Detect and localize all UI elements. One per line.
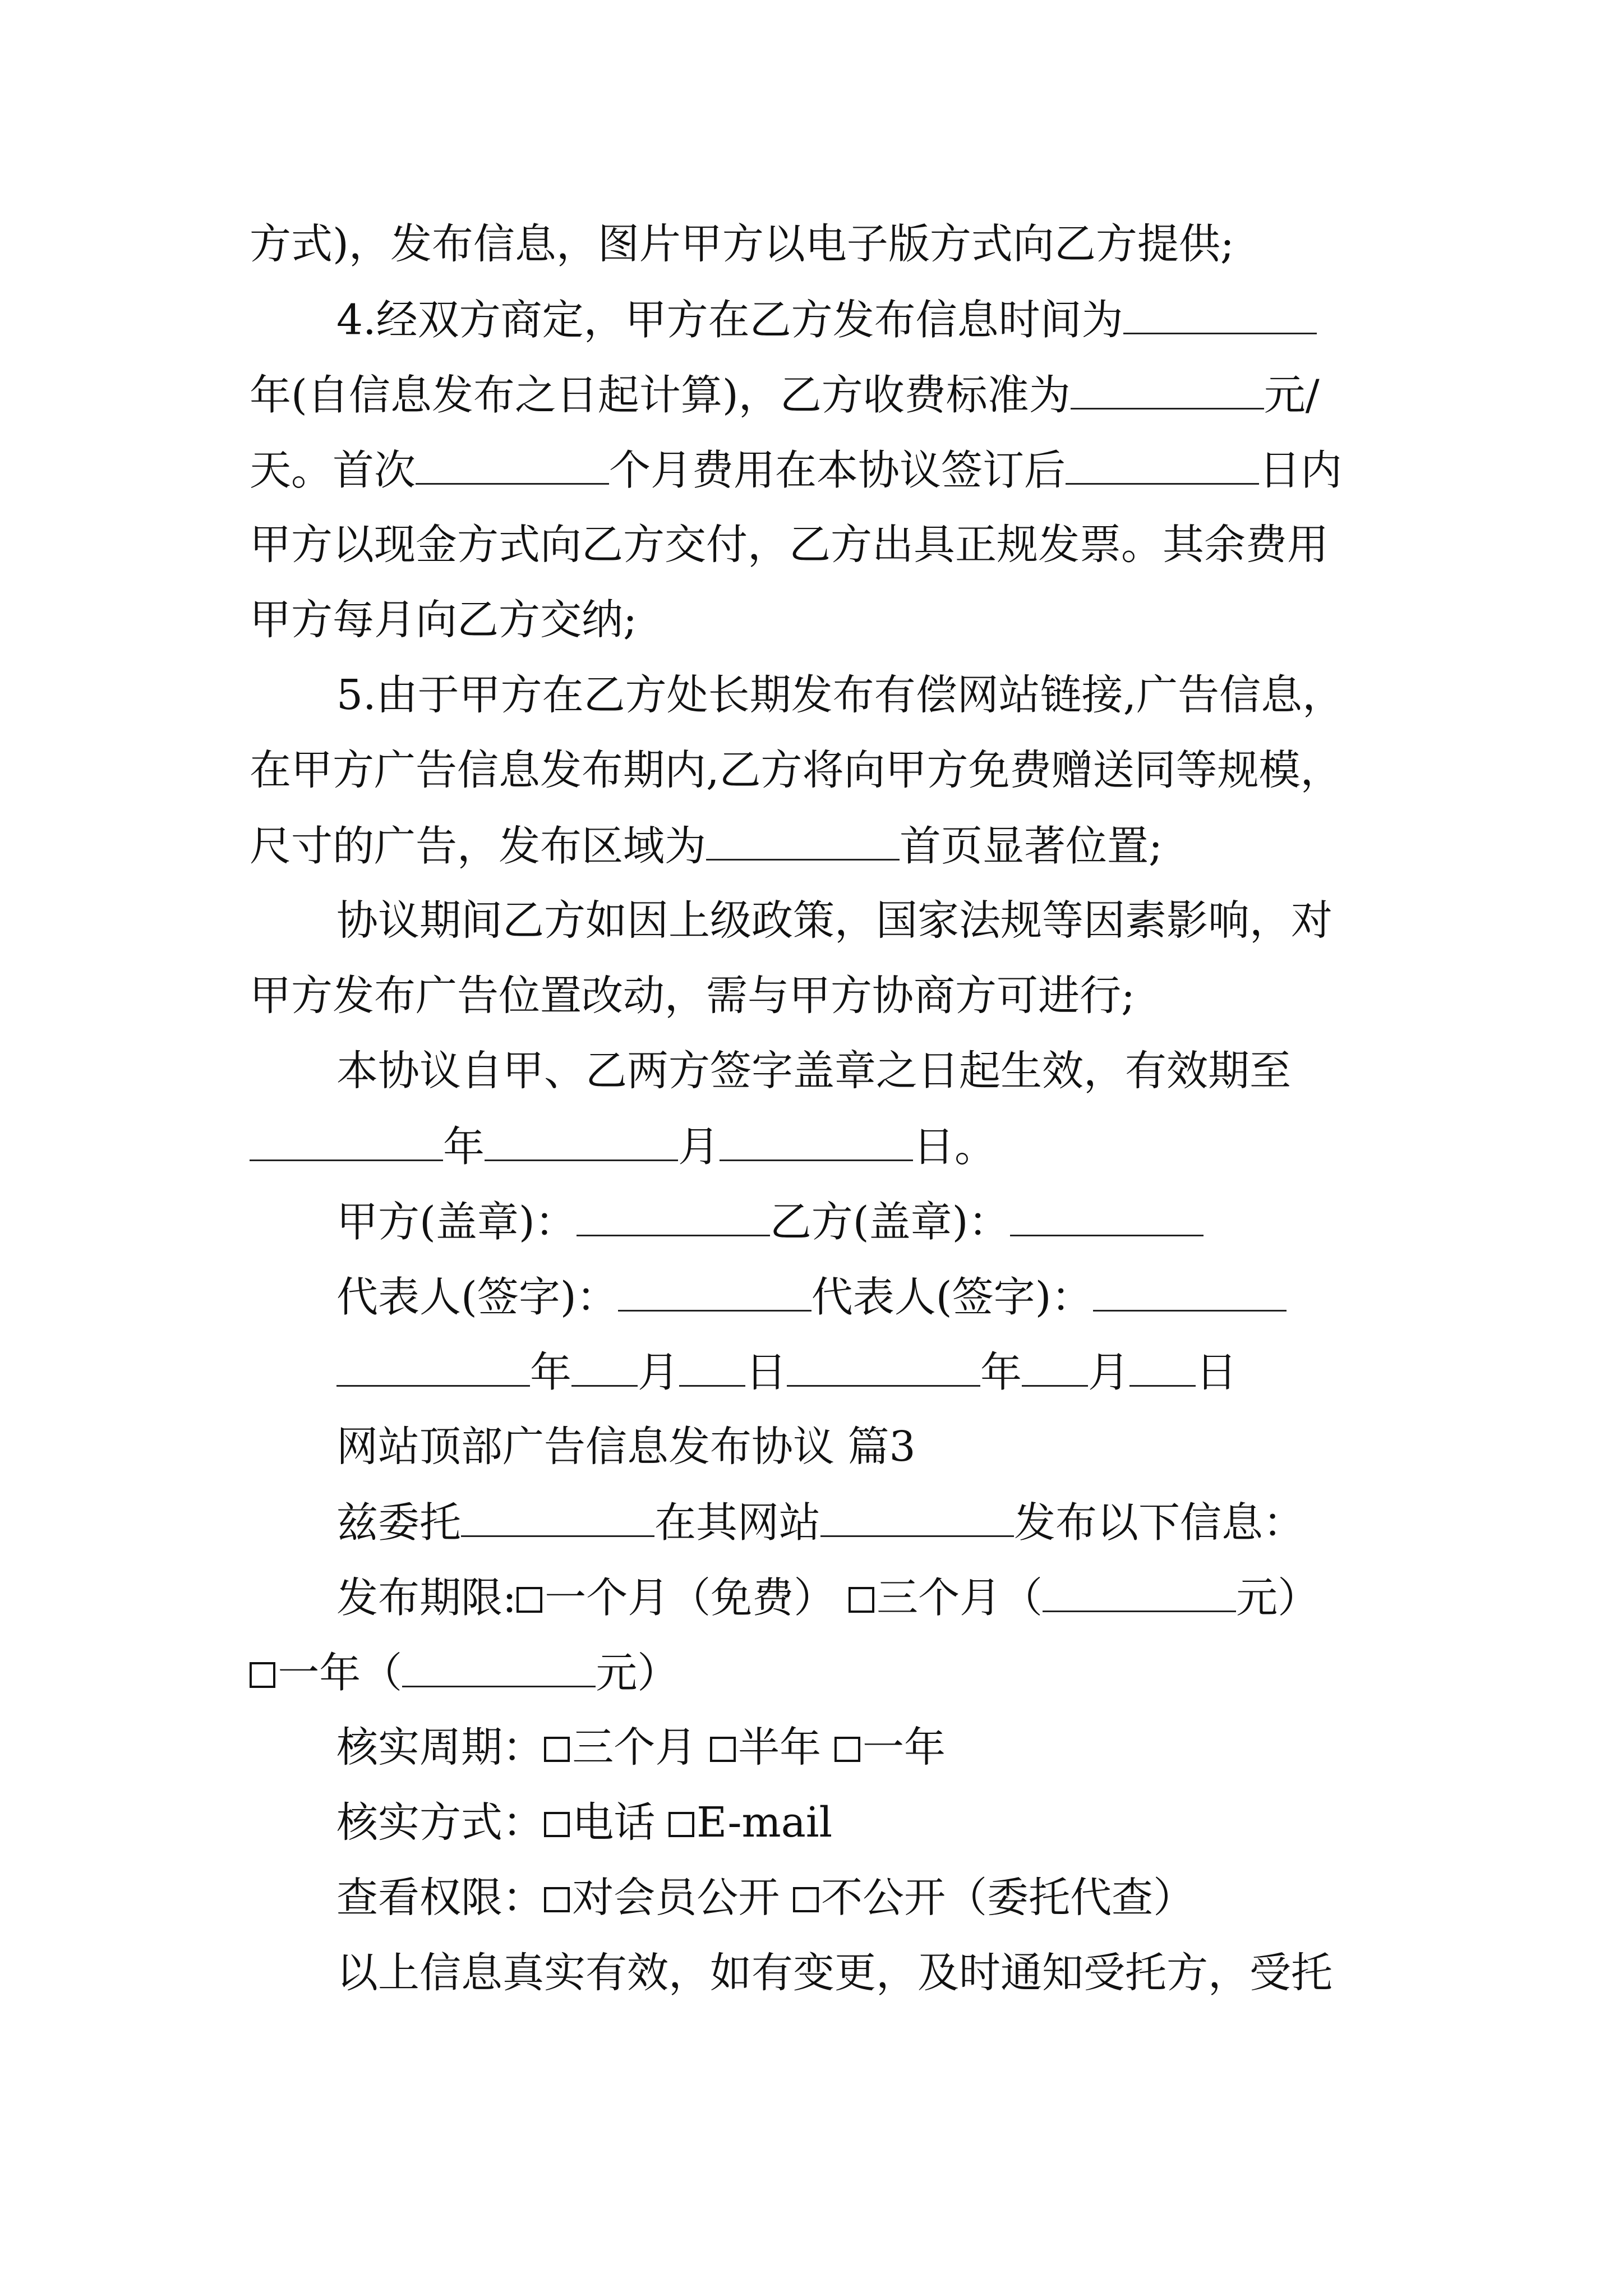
paragraph-line [250,371,1320,420]
seal-line [336,1198,1204,1246]
text: 在甲方广告信息发布期内,乙方将向甲方免费赠送同等规模， [250,746,1342,794]
publish-period-line [336,1573,1320,1622]
section-heading [336,1423,916,1471]
blank-field[interactable] [706,825,900,861]
paragraph-line [336,1047,1291,1095]
validity-date-line [250,1122,996,1171]
text: 以上信息真实有效，如有变更，及时通知受托方，受托 [336,1949,1332,1997]
paragraph-line [250,596,637,644]
party-b-representative-field[interactable] [1093,1276,1287,1312]
text: 本协议自甲、乙两方签字盖章之日起生效，有效期至 [336,1047,1291,1095]
month-blank[interactable] [571,1351,638,1387]
day-blank[interactable] [1129,1351,1196,1387]
price-blank[interactable] [402,1651,596,1687]
view-permission-label: 查看权限： [336,1874,544,1922]
text: 年 [530,1348,571,1397]
text: 年(自信息发布之日起计算)，乙方收费标准为 [250,371,1071,420]
blank-field[interactable] [416,449,609,485]
paragraph-line [336,671,1344,719]
paragraph-line [250,521,1329,569]
checkbox-icon[interactable] [250,1662,275,1688]
text: 兹委托 [336,1498,461,1547]
blank-field[interactable] [1071,374,1264,409]
party-a-seal-label: 甲方(盖章)： [336,1198,577,1246]
option-label: 半年 [738,1723,822,1772]
month-blank[interactable] [485,1125,678,1161]
text: 月 [638,1348,679,1397]
year-blank[interactable] [787,1351,980,1387]
option-label: 一年 [863,1723,946,1772]
paragraph-line [250,220,1234,268]
checkbox-icon[interactable] [544,1887,570,1913]
paragraph-line [250,822,1163,871]
verify-cycle-line [336,1723,946,1772]
signature-line [336,1273,1287,1322]
text: 个月费用在本协议签订后 [609,446,1066,495]
paragraph-line [250,972,1135,1020]
text: 元） [1236,1573,1320,1622]
checkbox-icon[interactable] [544,1812,570,1838]
blank-field[interactable] [1066,449,1259,485]
sign-date-line [336,1348,1237,1397]
year-blank[interactable] [250,1125,443,1161]
option-label: 不公开（委托代查） [821,1874,1195,1922]
party-b-seal-label: 乙方(盖章)： [769,1198,1010,1246]
view-permission-line [336,1874,1195,1922]
checkbox-icon[interactable] [517,1587,542,1613]
checkbox-icon[interactable] [849,1587,874,1613]
paragraph-line [336,1498,1304,1547]
party-a-seal-field[interactable] [577,1200,770,1236]
verify-cycle-label: 核实周期： [336,1723,544,1772]
publish-period-line [250,1649,679,1697]
text: 协议期间乙方如因上级政策，国家法规等因素影响，对 [336,896,1332,945]
paragraph-line [336,896,1332,945]
checkbox-icon[interactable] [668,1812,694,1838]
day-blank[interactable] [679,1351,745,1387]
text: 5.由于甲方在乙方处长期发布有偿网站链接,广告信息， [336,671,1344,719]
text: 首页显著位置; [900,822,1163,871]
option-label: E-mail [697,1798,833,1847]
party-b-seal-field[interactable] [1010,1200,1204,1236]
text: 日 [745,1348,787,1397]
year-blank[interactable] [336,1351,530,1387]
blank-field[interactable] [461,1501,654,1537]
party-b-representative-label: 代表人(签字)： [811,1273,1093,1322]
text: 网站顶部广告信息发布协议 篇3 [336,1423,916,1471]
text: 甲方每月向乙方交纳; [250,596,637,644]
checkbox-icon[interactable] [834,1737,860,1763]
option-label: 三个月（ [877,1573,1043,1622]
option-label: 对会员公开 [572,1874,780,1922]
party-a-representative-field[interactable] [618,1276,811,1312]
month-blank[interactable] [1022,1351,1088,1387]
checkbox-icon[interactable] [544,1737,570,1763]
checkbox-icon[interactable] [710,1737,736,1763]
paragraph-line [250,446,1342,495]
blank-field[interactable] [820,1501,1014,1537]
option-label: 三个月 [572,1723,697,1772]
paragraph-line [336,1949,1332,1997]
publish-period-label: 发布期限: [336,1573,517,1622]
text: 元/ [1264,371,1320,420]
verify-method-label: 核实方式： [336,1798,544,1847]
text: 甲方发布广告位置改动，需与甲方协商方可进行; [250,972,1135,1020]
option-label: 一年（ [278,1649,403,1697]
text: 日 [1196,1348,1237,1397]
text: 月 [1088,1348,1129,1397]
text: 月 [678,1122,720,1171]
text: 发布以下信息： [1014,1498,1304,1547]
text: 年 [443,1122,485,1171]
verify-method-line [336,1798,833,1847]
checkbox-icon[interactable] [793,1887,819,1913]
blank-field[interactable] [1123,298,1317,334]
paragraph-line [336,296,1317,344]
text: 元） [596,1649,679,1697]
text: 天。首次 [250,446,416,495]
text: 甲方以现金方式向乙方交付，乙方出具正规发票。其余费用 [250,521,1329,569]
party-a-representative-label: 代表人(签字)： [336,1273,618,1322]
price-blank[interactable] [1043,1576,1236,1612]
text: 尺寸的广告，发布区域为 [250,822,706,871]
text: 年 [980,1348,1022,1397]
text: 日。 [913,1122,996,1171]
day-blank[interactable] [720,1125,913,1161]
text: 日内 [1259,446,1342,495]
paragraph-line [250,746,1342,794]
text: 在其网站 [654,1498,820,1547]
option-label: 电话 [572,1798,656,1847]
text: 方式)，发布信息，图片甲方以电子版方式向乙方提供; [250,220,1234,268]
option-label: 一个月（免费） [545,1573,836,1622]
text: 4.经双方商定，甲方在乙方发布信息时间为 [336,296,1123,344]
